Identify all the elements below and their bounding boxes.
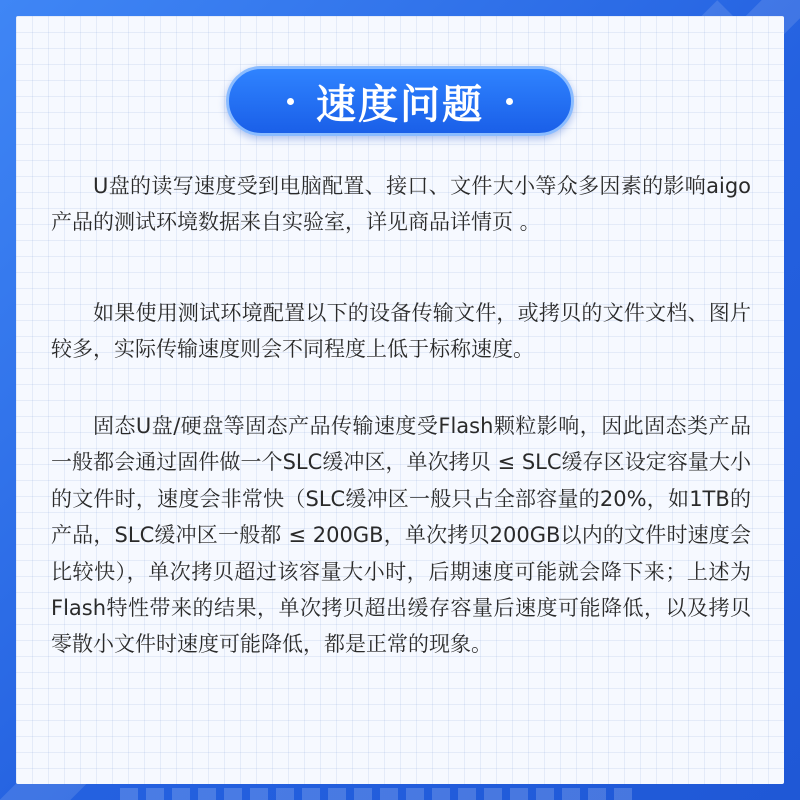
page-title: 速度问题 bbox=[316, 81, 484, 128]
paragraph-factors: U盘的读写速度受到电脑配置、接口、文件大小等众多因素的影响aigo产品的测试环境数据来自实验室，详见商品详情页 。 bbox=[51, 174, 751, 235]
bullet-dot-icon bbox=[506, 98, 513, 105]
title-banner bbox=[226, 66, 574, 136]
bullet-dot-icon bbox=[287, 98, 294, 105]
paragraph-test-environment: 如果使用测试环境配置以下的设备传输文件，或拷贝的文件文档、图片较多，实际传输速度则会不同程度上低于标称速度。 bbox=[51, 301, 751, 362]
paragraph-slc-cache: 固态U盘/硬盘等固态产品传输速度受Flash颗粒影响，因此固态类产品一般都会通过固件做一个SLC缓冲区，单次拷贝 ≤ SLC缓存区设定容量大小的文件时，速度会非常快（SLC缓冲区一般只占全部容量的20%，如1TB的产品，SLC缓冲区一般都 ≤ 200GB，单次拷贝200GB以内的文件时速度会比较快），单次拷贝超过该容量大小时，后期速度可能就会降下来；上述为Flash特性带来的结果，单次拷贝超出缓存容量后速度可能降低，以及拷贝零散小文件时速度可能降低，都是正常的现象。 bbox=[51, 414, 751, 657]
bottom-edge-ghost-text bbox=[120, 788, 640, 800]
